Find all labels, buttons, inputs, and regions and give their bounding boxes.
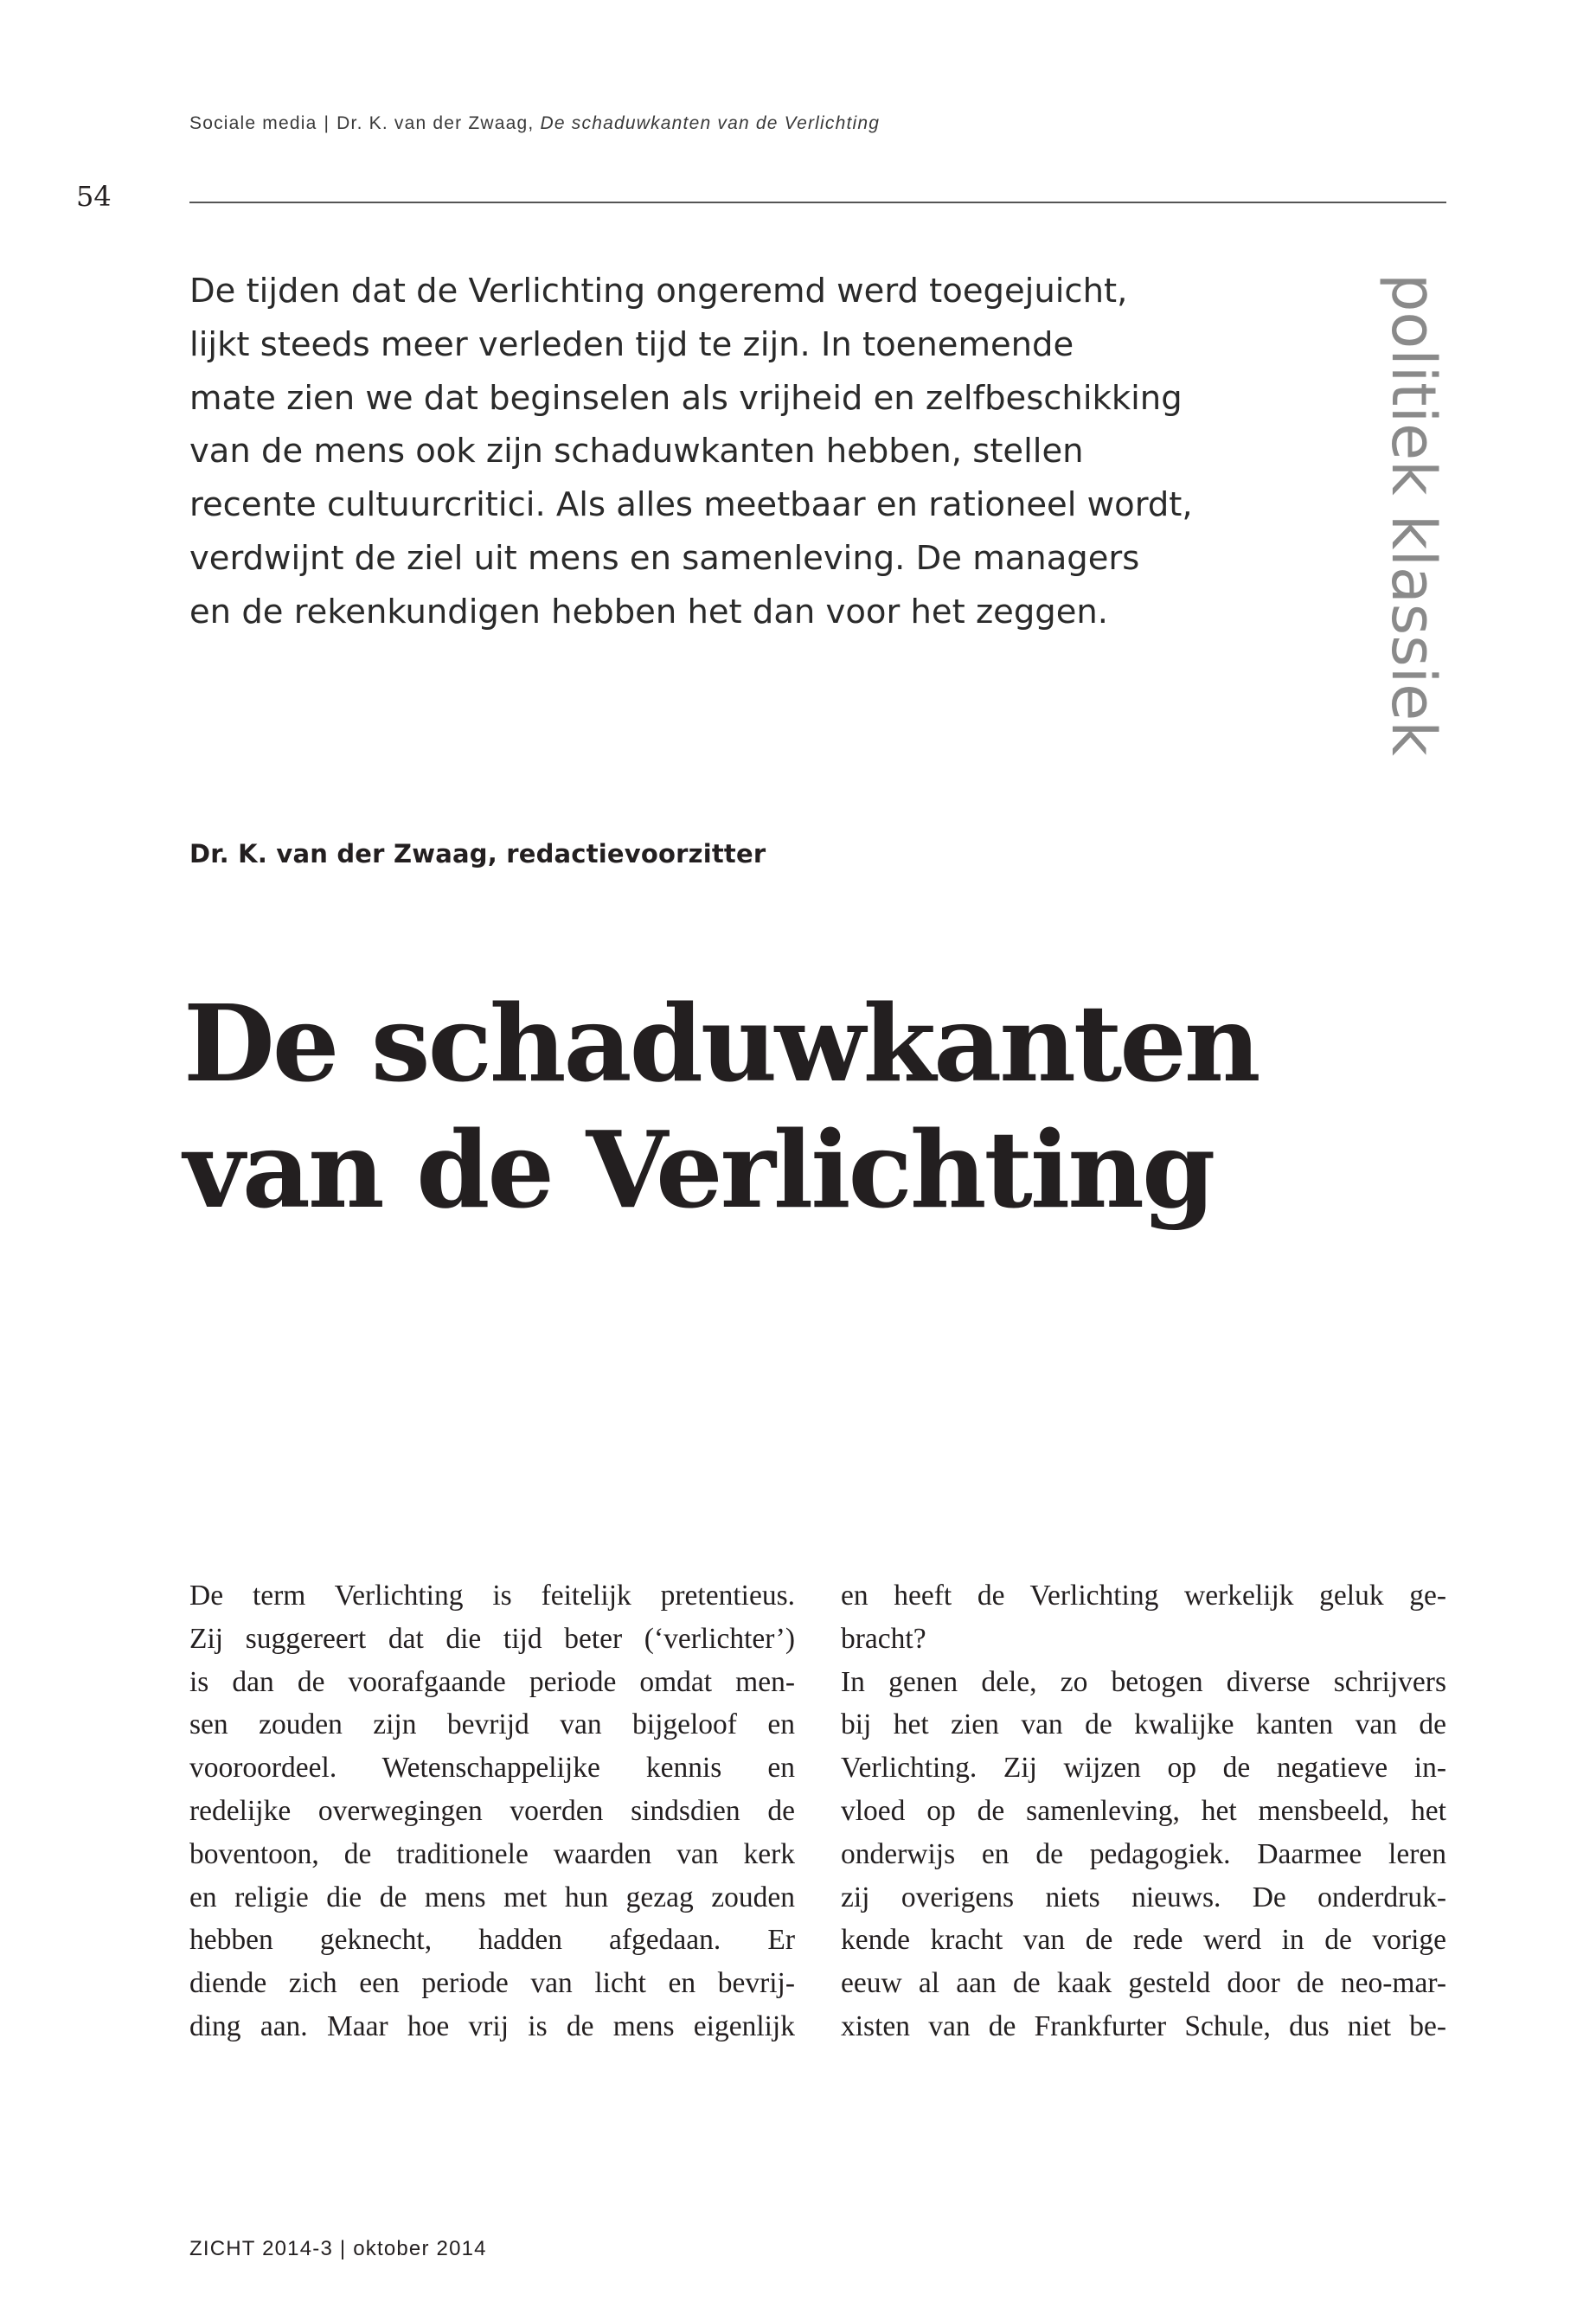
running-head-article-title: De schaduwkanten van de Verlichting xyxy=(540,113,881,133)
body-column-right xyxy=(841,1574,1446,2048)
body-line: eeuw al aan de kaak gesteld door de neo-mar- xyxy=(841,1967,1446,2000)
lead-line: De tijden dat de Verlichting ongeremd werd toegejuicht, xyxy=(189,272,1128,311)
body-line: xisten van de Frankfurter Schule, dus niet be- xyxy=(841,2009,1446,2042)
body-line: en heeft de Verlichting werkelijk geluk ge- xyxy=(841,1580,1446,1612)
lead-line: mate zien we dat beginselen als vrijheid en zelfbeschikking xyxy=(189,378,1183,418)
body-line: en religie die de mens met hun gezag zouden xyxy=(189,1881,795,1913)
lead-line: lijkt steeds meer verleden tijd te zijn. In toenemende xyxy=(189,324,1074,364)
lead-line: en de rekenkundigen hebben het dan voor het zeggen. xyxy=(189,592,1109,631)
section-label: politiek klassiek xyxy=(1378,273,1449,756)
body-line: Zij suggereert dat die tijd beter (‘verlichter’) xyxy=(189,1622,795,1655)
footer xyxy=(189,2237,487,2261)
page-number: 54 xyxy=(76,180,112,213)
body-line: Verlichting. Zij wijzen op de negatieve in- xyxy=(841,1752,1446,1785)
body-line: bij het zien van de kwalijke kanten van de xyxy=(841,1708,1446,1741)
running-head-author: Dr. K. van der Zwaag, xyxy=(337,113,535,133)
running-head-section: Sociale media xyxy=(189,113,317,133)
lead-line: verdwijnt de ziel uit mens en samenleving. De managers xyxy=(189,538,1140,578)
footer-separator: | xyxy=(339,2237,347,2260)
article-title-line: van de Verlichting xyxy=(183,1107,1214,1232)
body-column-left xyxy=(189,1574,795,2048)
body-line: onderwijs en de pedagogiek. Daarmee leren xyxy=(841,1837,1446,1870)
byline: Dr. K. van der Zwaag, redactievoorzitter xyxy=(189,839,766,868)
article-title xyxy=(183,980,1259,1233)
body-line: hebben geknecht, hadden afgedaan. Er xyxy=(189,1924,795,1957)
lead-line: van de mens ook zijn schaduwkanten hebben, stellen xyxy=(189,432,1084,471)
body-line: boventoon, de traditionele waarden van kerk xyxy=(189,1837,795,1870)
header-rule xyxy=(189,202,1446,203)
body-line: ding aan. Maar hoe vrij is de mens eigenlijk xyxy=(189,2009,795,2042)
lead-paragraph xyxy=(189,265,1210,639)
body-line: vloed op de samenleving, het mensbeeld, het xyxy=(841,1794,1446,1827)
running-head-separator: | xyxy=(324,113,330,133)
body-line: kende kracht van de rede werd in de vorige xyxy=(841,1924,1446,1957)
body-line: zij overigens niets nieuws. De onderdruk- xyxy=(841,1881,1446,1913)
body-line: sen zouden zijn bevrijd van bijgeloof en xyxy=(189,1708,795,1741)
body-line: In genen dele, zo betogen diverse schrijvers xyxy=(841,1665,1446,1698)
body-line: vooroordeel. Wetenschappelijke kennis en xyxy=(189,1752,795,1785)
body-line: is dan de voorafgaande periode omdat men- xyxy=(189,1665,795,1698)
running-head xyxy=(189,113,880,134)
body-line: redelijke overwegingen voerden sindsdien de xyxy=(189,1794,795,1827)
footer-publication: ZICHT 2014-3 xyxy=(189,2237,334,2260)
body-line: bracht? xyxy=(841,1622,926,1655)
body-line: diende zich een periode van licht en bevrij- xyxy=(189,1967,795,2000)
lead-line: recente cultuurcritici. Als alles meetbaar en rationeel wordt, xyxy=(189,485,1193,525)
footer-date: oktober 2014 xyxy=(353,2237,487,2260)
article-title-line: De schaduwkanten xyxy=(183,981,1259,1106)
body-line: De term Verlichting is feitelijk pretentieus. xyxy=(189,1580,795,1612)
